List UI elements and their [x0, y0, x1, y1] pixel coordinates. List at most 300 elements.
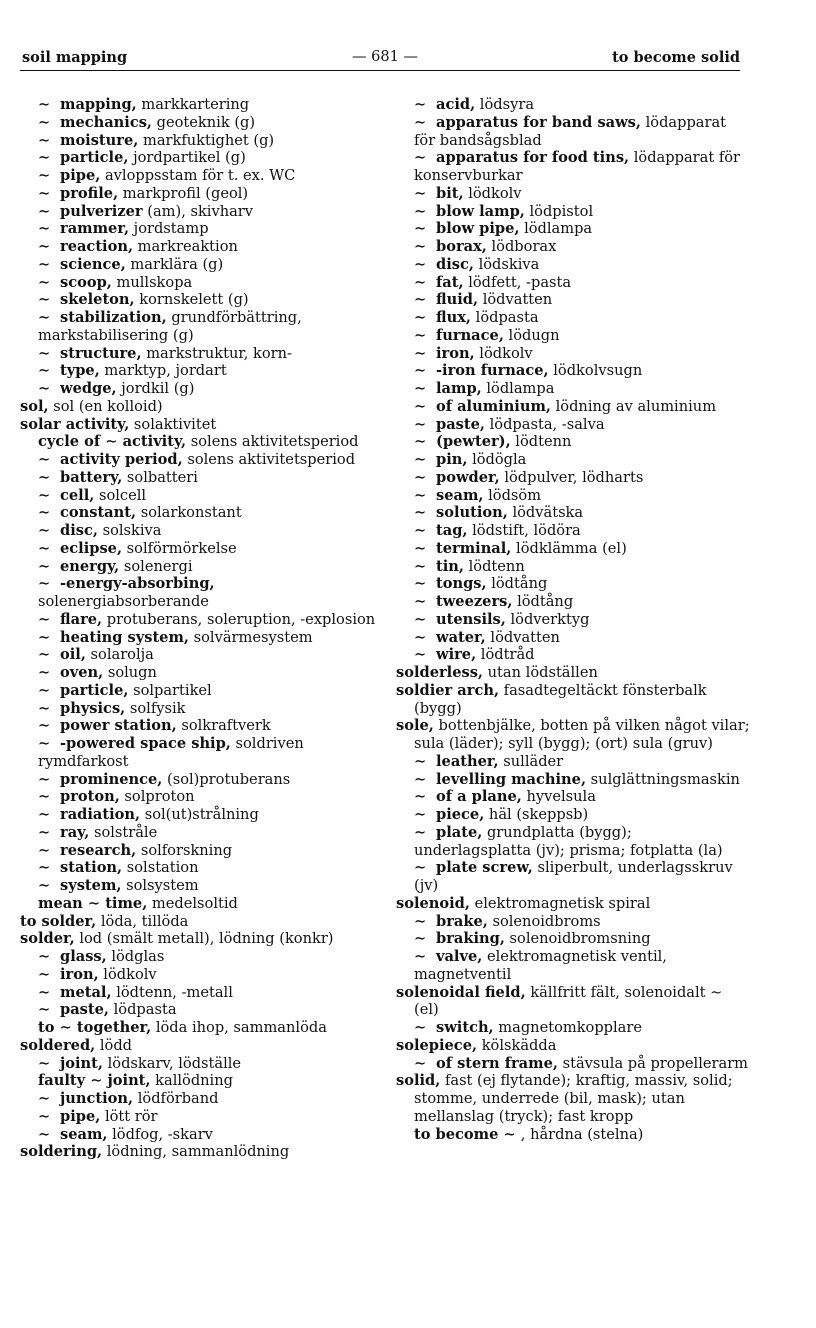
- entry-term: proton,: [60, 788, 120, 806]
- headword: sol,: [20, 397, 49, 415]
- tilde-icon: ∼: [38, 273, 51, 291]
- entry-term: of a plane,: [436, 788, 522, 806]
- tilde-icon: ∼: [38, 699, 51, 717]
- entry-definition: sol (en kolloid): [48, 397, 163, 415]
- entry-definition: , hårdna (stelna): [520, 1125, 644, 1143]
- headword-entry: [396, 682, 751, 718]
- subentry: [20, 1019, 380, 1037]
- entry-term: particle,: [60, 681, 129, 699]
- tilde-icon: ∼: [414, 184, 427, 202]
- subentry: [396, 149, 751, 185]
- entry-definition: grundförbättring, markstabilisering (g): [38, 309, 302, 344]
- entry-definition: lödtenn: [463, 557, 525, 575]
- entry-term: activity,: [122, 433, 187, 451]
- subentry: [20, 771, 380, 789]
- subentry: [396, 1126, 751, 1144]
- entry-definition: marklära (g): [125, 255, 224, 273]
- entry-term: prominence,: [60, 770, 163, 788]
- tilde-icon: ∼: [414, 557, 427, 575]
- tilde-icon: ∼: [38, 628, 51, 646]
- subentry: [396, 238, 751, 256]
- page-header: [20, 48, 740, 71]
- entry-term: iron,: [60, 965, 99, 983]
- tilde-icon: ∼: [38, 220, 51, 238]
- subentry: [20, 984, 380, 1002]
- entry-definition: markstruktur, korn-: [141, 344, 292, 362]
- subentry: [396, 558, 751, 576]
- entry-term: constant,: [60, 504, 137, 522]
- entry-definition: löda, tillöda: [96, 912, 189, 930]
- tilde-icon: ∼: [38, 681, 51, 699]
- entry-definition: lödögla: [467, 451, 527, 468]
- subentry: [20, 274, 380, 292]
- tilde-icon: ∼: [414, 752, 427, 770]
- subentry: [20, 540, 380, 558]
- entry-term: power station,: [60, 717, 177, 735]
- entry-definition: grundplatta (bygg); underlagsplatta (jv); prisma; fotplatta (la): [414, 823, 723, 859]
- subentry: [20, 877, 380, 895]
- tilde-icon: ∼: [38, 717, 51, 735]
- entry-definition: solpartikel: [128, 681, 212, 699]
- entry-term: acid,: [436, 96, 476, 113]
- entry-term: solution,: [436, 504, 508, 522]
- entry-term: glass,: [60, 948, 107, 965]
- entry-term: science,: [60, 255, 126, 273]
- entry-term: apparatus for band saws,: [436, 113, 641, 131]
- entry-term: utensils,: [436, 610, 506, 628]
- subentry: [396, 185, 751, 203]
- tilde-icon: ∼: [38, 859, 51, 877]
- entry-term: pipe,: [60, 1107, 101, 1125]
- subentry: [396, 380, 751, 398]
- tilde-icon: ∼: [414, 610, 427, 628]
- entry-definition: markprofil (geol): [118, 184, 249, 202]
- entry-definition: solforskning: [136, 841, 233, 859]
- entry-term: -energy-absorbing,: [60, 575, 215, 593]
- tilde-icon: ∼: [38, 486, 51, 504]
- tilde-icon: ∼: [414, 397, 427, 415]
- tilde-icon: ∼: [38, 468, 51, 486]
- subentry: [396, 540, 751, 558]
- tilde-icon: ∼: [38, 113, 51, 131]
- headword: soldering,: [20, 1143, 103, 1161]
- tilde-icon: ∼: [38, 1107, 51, 1125]
- entry-definition: solens aktivitetsperiod: [186, 433, 359, 451]
- entry-definition: lödpistol: [524, 202, 594, 220]
- entry-definition: solaktivitet: [129, 415, 217, 433]
- subentry: [20, 735, 380, 771]
- tilde-icon: ∼: [38, 539, 51, 557]
- entry-term: cell,: [60, 486, 95, 504]
- tilde-icon: ∼: [38, 664, 51, 681]
- entry-definition: lödklämma (el): [511, 539, 627, 557]
- subentry: [396, 948, 751, 984]
- entry-definition: marktyp, jordart: [99, 362, 227, 380]
- headword-entry: [396, 717, 751, 753]
- headword-entry: [396, 1037, 751, 1055]
- subentry: [396, 469, 751, 487]
- subentry: [396, 398, 751, 416]
- entry-definition: lödborax: [486, 238, 557, 255]
- entry-definition: lödning av aluminium: [550, 397, 717, 415]
- entry-definition: lödstift, lödöra: [467, 522, 581, 539]
- entry-definition: hyvelsula: [521, 788, 596, 806]
- entry-definition: fasadtegeltäckt fönsterbalk (bygg): [414, 681, 707, 717]
- entry-prefix: cycle of: [38, 433, 106, 451]
- tilde-icon: ∼: [414, 646, 427, 664]
- subentry: [396, 629, 751, 647]
- subentry: [20, 664, 380, 682]
- entry-term: iron,: [436, 344, 475, 362]
- entry-definition: solugn: [103, 664, 157, 681]
- entry-definition: solstation: [122, 859, 199, 877]
- subentry: [20, 1072, 380, 1090]
- entry-definition: lödd: [95, 1036, 133, 1054]
- entry-definition: solenoidbromsning: [504, 930, 651, 948]
- subentry: [396, 220, 751, 238]
- subentry: [396, 788, 751, 806]
- entry-definition: solcell: [94, 486, 147, 504]
- tilde-icon: ∼: [38, 184, 51, 202]
- entry-definition: solsystem: [121, 877, 199, 894]
- entry-prefix: faulty: [38, 1072, 91, 1090]
- subentry: [20, 824, 380, 842]
- entry-term: (pewter),: [436, 433, 511, 451]
- subentry: [20, 1001, 380, 1019]
- subentry: [20, 717, 380, 735]
- subentry: [396, 327, 751, 345]
- entry-term: disc,: [436, 255, 474, 273]
- subentry: [20, 238, 380, 256]
- tilde-icon: ∼: [105, 433, 123, 451]
- entry-definition: solarolja: [85, 646, 154, 664]
- subentry: [396, 575, 751, 593]
- entry-term: pipe,: [60, 167, 101, 184]
- entry-term: wedge,: [60, 380, 117, 397]
- entry-definition: kallödning: [150, 1072, 233, 1090]
- subentry: [396, 806, 751, 824]
- subentry: [20, 487, 380, 505]
- subentry: [20, 291, 380, 309]
- entry-term: paste,: [436, 415, 485, 433]
- subentry: [20, 380, 380, 398]
- tilde-icon: ∼: [414, 1054, 427, 1072]
- subentry: [396, 291, 751, 309]
- entry-term: levelling machine,: [436, 770, 587, 788]
- tilde-icon: ∼: [38, 610, 51, 628]
- tilde-icon: ∼: [38, 965, 51, 983]
- headword-entry: [396, 895, 751, 913]
- subentry: [396, 309, 751, 327]
- subentry: [396, 930, 751, 948]
- entry-definition: stävsula på propellerarm: [557, 1054, 749, 1072]
- entry-definition: sulglättningsmaskin: [586, 770, 740, 788]
- entry-definition: solförmörkelse: [122, 539, 237, 557]
- header-first-headword: soil mapping: [22, 49, 128, 66]
- headword: solenoid,: [396, 894, 470, 912]
- entry-definition: lod (smält metall), lödning (konkr): [74, 930, 334, 948]
- entry-definition: geoteknik (g): [152, 113, 256, 131]
- entry-term: battery,: [60, 468, 123, 486]
- tilde-icon: ∼: [38, 735, 51, 752]
- entry-term: heating system,: [60, 628, 189, 646]
- entry-prefix: mean: [38, 894, 88, 912]
- headword-entry: [20, 913, 380, 931]
- subentry: [396, 504, 751, 522]
- tilde-icon: ∼: [414, 930, 427, 948]
- entry-term: apparatus for food tins,: [436, 149, 630, 167]
- entry-term: valve,: [436, 948, 483, 965]
- subentry: [20, 203, 380, 221]
- entry-definition: lödkolvsugn: [548, 362, 643, 380]
- subentry: [396, 1019, 751, 1037]
- tilde-icon: ∼: [414, 823, 427, 841]
- tilde-icon: ∼: [414, 344, 427, 362]
- tilde-icon: ∼: [414, 593, 427, 610]
- entry-definition: lödvätska: [507, 504, 584, 522]
- tilde-icon: ∼: [503, 1125, 521, 1143]
- entry-term: disc,: [60, 522, 98, 539]
- entry-prefix: to: [38, 1019, 60, 1036]
- entry-definition: jordpartikel (g): [128, 149, 246, 167]
- entry-definition: elektromagnetisk spiral: [469, 894, 651, 912]
- tilde-icon: ∼: [414, 468, 427, 486]
- tilde-icon: ∼: [38, 167, 51, 184]
- tilde-icon: ∼: [38, 823, 51, 841]
- entry-definition: lödtång: [486, 575, 548, 593]
- entry-definition: sliperbult, underlagsskruv (jv): [414, 859, 733, 894]
- page-number: — 681 —: [352, 49, 418, 65]
- subentry: [396, 913, 751, 931]
- subentry: [396, 593, 751, 611]
- entry-definition: sulläder: [498, 752, 564, 770]
- entry-definition: lödskarv, lödställe: [103, 1054, 242, 1072]
- subentry: [20, 575, 380, 611]
- subentry: [20, 114, 380, 132]
- tilde-icon: ∼: [414, 309, 427, 326]
- subentry: [20, 309, 380, 345]
- tilde-icon: ∼: [38, 362, 51, 380]
- entry-term: type,: [60, 362, 100, 380]
- tilde-icon: ∼: [414, 220, 427, 238]
- subentry: [20, 646, 380, 664]
- subentry: [20, 345, 380, 363]
- entry-definition: avloppsstam för t. ex. WC: [100, 167, 296, 184]
- entry-definition: protuberans, soleruption, -explosion: [102, 610, 376, 628]
- entry-definition: lödförband: [133, 1090, 219, 1107]
- subentry: [20, 895, 380, 913]
- subentry: [20, 1108, 380, 1126]
- subentry: [396, 203, 751, 221]
- entry-term: mechanics,: [60, 113, 153, 131]
- entry-term: piece,: [436, 806, 485, 823]
- tilde-icon: ∼: [38, 948, 51, 965]
- headword: soldered,: [20, 1036, 96, 1054]
- entry-definition: lödvatten: [478, 291, 553, 309]
- tilde-icon: ∼: [414, 539, 427, 557]
- tilde-icon: ∼: [38, 255, 51, 273]
- entry-term: -iron furnace,: [436, 362, 549, 380]
- subentry: [396, 362, 751, 380]
- tilde-icon: ∼: [38, 96, 51, 113]
- tilde-icon: ∼: [414, 628, 427, 646]
- subentry: [20, 149, 380, 167]
- subentry: [396, 416, 751, 434]
- headword-entry: [396, 984, 751, 1020]
- subentry: [396, 451, 751, 469]
- entry-definition: lödtenn, -metall: [111, 983, 233, 1001]
- entry-definition: lödpulver, lödharts: [499, 468, 644, 486]
- entry-definition: lödugn: [503, 326, 560, 344]
- entry-definition: lödglas: [106, 948, 165, 965]
- entry-definition: magnetomkopplare: [493, 1019, 642, 1036]
- subentry: [396, 345, 751, 363]
- subentry: [20, 451, 380, 469]
- subentry: [20, 859, 380, 877]
- entry-term: moisture,: [60, 131, 139, 149]
- entry-term: system,: [60, 877, 122, 894]
- entry-definition: solarkonstant: [136, 504, 242, 522]
- entry-definition: bottenbjälke, botten på vilken något vilar; sula (läder); syll (bygg); (ort) sula (gruv): [414, 717, 750, 752]
- entry-term: borax,: [436, 238, 487, 255]
- tilde-icon: ∼: [38, 646, 51, 664]
- entry-definition: lödlampa: [519, 220, 593, 238]
- entry-term: switch,: [436, 1019, 494, 1036]
- entry-term: pulverizer: [60, 202, 143, 220]
- entry-definition: mullskopa: [111, 273, 193, 291]
- tilde-icon: ∼: [59, 1019, 77, 1036]
- tilde-icon: ∼: [38, 770, 51, 788]
- subentry: [396, 753, 751, 771]
- entry-definition: utan lödställen: [483, 664, 598, 681]
- headword-entry: [20, 1037, 380, 1055]
- tilde-icon: ∼: [38, 344, 51, 362]
- entry-term: skeleton,: [60, 291, 135, 309]
- subentry: [396, 859, 751, 895]
- entry-definition: solbatteri: [122, 468, 198, 486]
- subentry: [20, 682, 380, 700]
- tilde-icon: ∼: [38, 1125, 51, 1143]
- tilde-icon: ∼: [38, 380, 51, 397]
- entry-term: flux,: [436, 309, 472, 326]
- entry-definition: lödpasta: [471, 309, 539, 326]
- entry-definition: lödlampa: [481, 380, 555, 397]
- tilde-icon: ∼: [38, 1054, 51, 1072]
- subentry: [20, 629, 380, 647]
- entry-definition: solskiva: [97, 522, 162, 539]
- tilde-icon: ∼: [38, 451, 51, 468]
- entry-term: -powered space ship,: [60, 735, 231, 752]
- entry-term: paste,: [60, 1001, 109, 1019]
- subentry: [396, 611, 751, 629]
- headword-entry: [20, 930, 380, 948]
- subentry: [396, 522, 751, 540]
- tilde-icon: ∼: [414, 770, 427, 788]
- entry-term: seam,: [60, 1125, 108, 1143]
- tilde-icon: ∼: [414, 362, 427, 380]
- entry-definition: lödning, sammanlödning: [102, 1143, 290, 1161]
- tilde-icon: ∼: [414, 504, 427, 522]
- subentry: [20, 504, 380, 522]
- subentry: [396, 433, 751, 451]
- tilde-icon: ∼: [414, 238, 427, 255]
- entry-term: tin,: [436, 557, 464, 575]
- subentry: [20, 185, 380, 203]
- subentry: [396, 274, 751, 292]
- subentry: [20, 1090, 380, 1108]
- subentry: [20, 611, 380, 629]
- entry-term: fluid,: [436, 291, 479, 309]
- entry-term: metal,: [60, 983, 112, 1001]
- entry-definition: solens aktivitetsperiod: [182, 451, 356, 468]
- subentry: [396, 771, 751, 789]
- entry-term: tongs,: [436, 575, 487, 593]
- entry-definition: jordkil (g): [116, 380, 195, 397]
- tilde-icon: ∼: [414, 380, 427, 397]
- tilde-icon: ∼: [38, 131, 51, 149]
- headword-entry: [396, 664, 751, 682]
- entry-term: wire,: [436, 646, 477, 664]
- entry-definition: häl (skeppsb): [484, 806, 589, 823]
- entry-definition: solstråle: [89, 823, 158, 841]
- tilde-icon: ∼: [38, 504, 51, 522]
- subentry: [396, 646, 751, 664]
- headword: solar activity,: [20, 415, 130, 433]
- tilde-icon: ∼: [38, 877, 51, 894]
- entry-term: oven,: [60, 664, 104, 681]
- entry-term: blow pipe,: [436, 220, 520, 238]
- tilde-icon: ∼: [414, 433, 427, 451]
- subentry: [396, 487, 751, 505]
- tilde-icon: ∼: [38, 202, 51, 220]
- tilde-icon: ∼: [414, 451, 427, 468]
- entry-definition: markfuktighet (g): [138, 131, 275, 149]
- header-last-headword: to become solid: [612, 49, 740, 66]
- entry-definition: lödtång: [512, 593, 574, 610]
- entry-term: station,: [60, 859, 123, 877]
- tilde-icon: ∼: [38, 238, 51, 255]
- tilde-icon: ∼: [414, 255, 427, 273]
- entry-definition: solvärmesystem: [189, 628, 313, 646]
- right-column: [396, 96, 751, 1143]
- entry-definition: lött rör: [100, 1107, 158, 1125]
- tilde-icon: ∼: [414, 273, 427, 291]
- entry-term: joint,: [107, 1072, 151, 1090]
- entry-definition: lödvatten: [485, 628, 560, 646]
- entry-definition: (sol)protuberans: [162, 770, 291, 788]
- headword-entry: [20, 1143, 380, 1161]
- entry-definition: lödpasta: [108, 1001, 177, 1019]
- subentry: [20, 167, 380, 185]
- tilde-icon: ∼: [38, 1001, 51, 1019]
- entry-term: tag,: [436, 522, 468, 539]
- subentry: [20, 700, 380, 718]
- tilde-icon: ∼: [38, 291, 51, 309]
- entry-term: bit,: [436, 184, 464, 202]
- entry-definition: solenergiabsorberande: [38, 593, 209, 610]
- entry-definition: soldriven rymdfarkost: [38, 735, 304, 770]
- entry-term: furnace,: [436, 326, 504, 344]
- entry-term: rammer,: [60, 220, 130, 238]
- entry-term: plate,: [436, 823, 483, 841]
- entry-prefix: to become: [414, 1125, 504, 1143]
- tilde-icon: ∼: [414, 912, 427, 930]
- entry-term: tweezers,: [436, 593, 513, 610]
- tilde-icon: ∼: [414, 291, 427, 309]
- entry-definition: markkartering: [136, 96, 250, 113]
- entry-definition: lödkolv: [474, 344, 533, 362]
- entry-term: fat,: [436, 273, 464, 291]
